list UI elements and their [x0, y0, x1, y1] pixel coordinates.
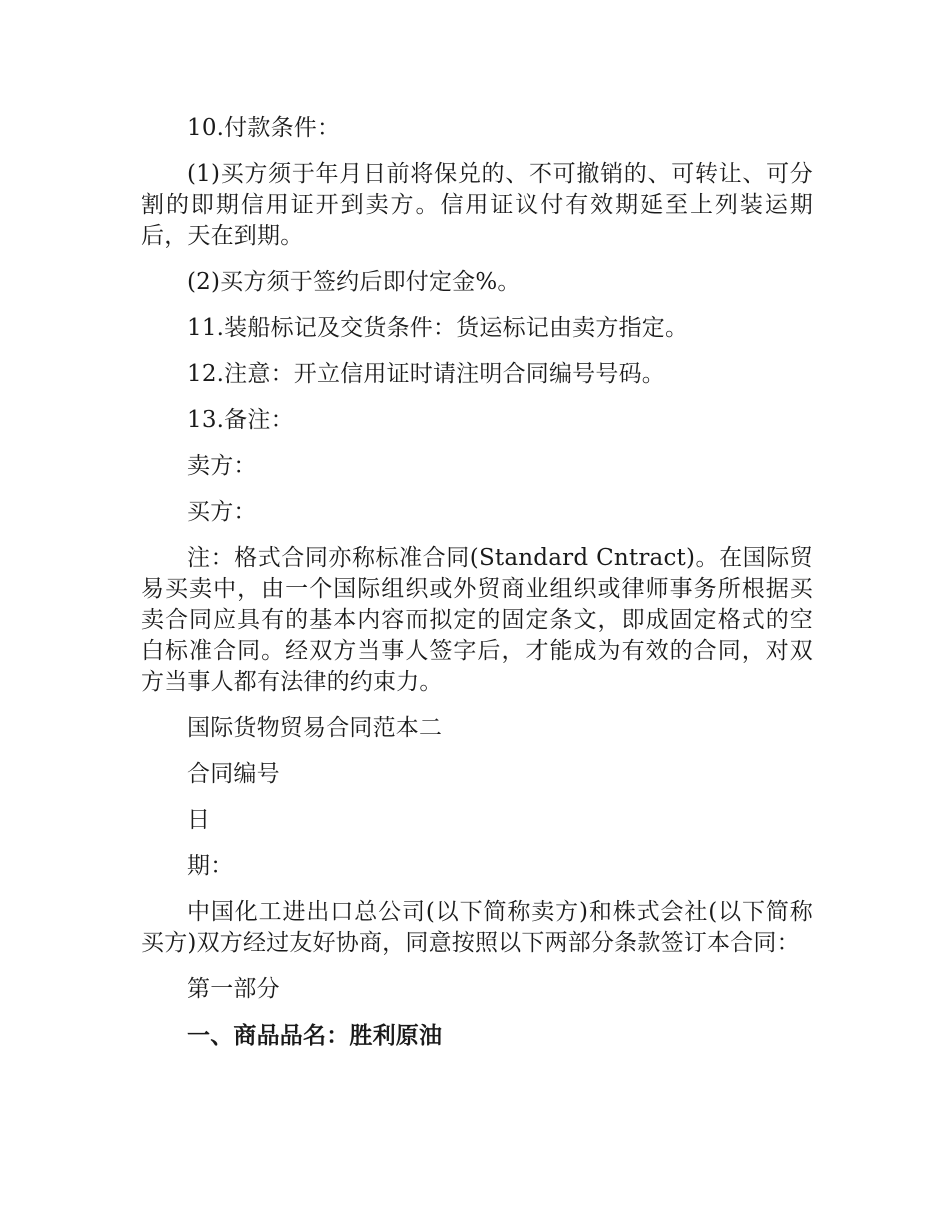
clause-11-shipping-marks: 11.装船标记及交货条件：货运标记由卖方指定。	[187, 315, 689, 341]
date-label-part-1: 日	[187, 807, 211, 833]
document-page	[141, 113, 813, 1066]
clause-12-notice: 12.注意：开立信用证时请注明合同编号号码。	[187, 361, 665, 387]
buyer-signature-line: 买方：	[187, 499, 257, 525]
commodity-name-heading: 一、商品品名：胜利原油	[187, 1022, 443, 1049]
clause-10-item-1-letter-of-credit: (1)买方须于年月日前将保兑的、不可撤销的、可转让、可分割的即期信用证开到卖方。信用证议付有效期延至上列装运期后，天在到期。	[141, 161, 813, 249]
seller-signature-line: 卖方：	[187, 453, 257, 479]
part-one-heading: 第一部分	[187, 976, 280, 1002]
standard-contract-note: 注：格式合同亦称标准合同(Standard Cntract)。在国际贸易买卖中，由一个国际组织或外贸商业组织或律师事务所根据买卖合同应具有的基本内容而拟定的固定条文，即成固定格式的空白标准合同。经双方当事人签字后，才能成为有效的合同，对双方当事人都有法律的约束力。	[141, 545, 813, 695]
clause-10-item-2-deposit: (2)买方须于签约后即付定金%。	[187, 269, 521, 295]
clause-10-payment-terms: 10.付款条件：	[187, 115, 341, 141]
clause-13-remarks: 13.备注：	[187, 407, 294, 433]
parties-preamble: 中国化工进出口总公司(以下简称卖方)和株式会社(以下简称买方)双方经过友好协商，同意按照以下两部分条款签订本合同：	[141, 899, 813, 956]
contract-template-2-title: 国际货物贸易合同范本二	[187, 715, 443, 741]
contract-number-label: 合同编号	[187, 761, 280, 787]
date-label-part-2: 期：	[187, 853, 234, 879]
